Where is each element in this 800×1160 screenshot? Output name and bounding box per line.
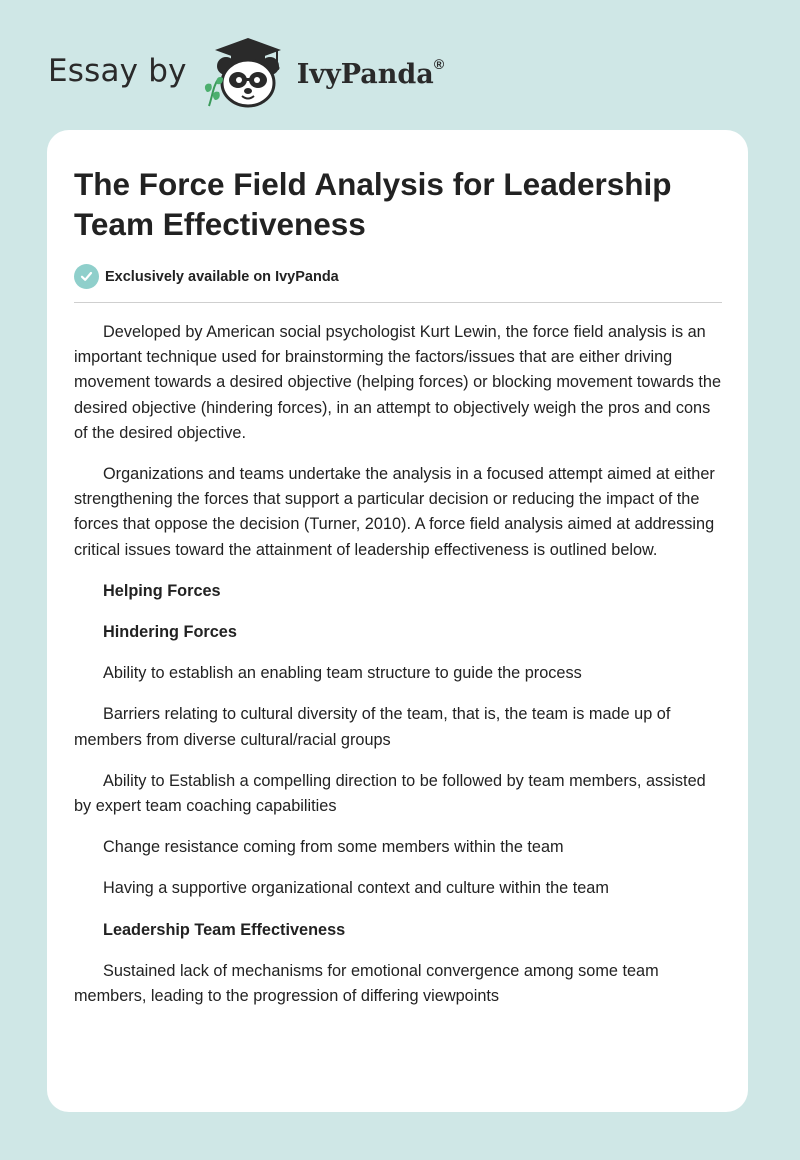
- paragraph-team-structure: Ability to establish an enabling team structure to guide the process: [103, 664, 582, 683]
- heading-helping-forces: Helping Forces: [103, 581, 221, 600]
- brand-prefix: Essay by: [48, 53, 187, 89]
- page-title: The Force Field Analysis for Leadership Team Effectiveness: [74, 166, 672, 242]
- title-divider: [74, 302, 722, 303]
- brand-header[interactable]: [48, 34, 444, 110]
- paragraph-supportive-context: Having a supportive organizational context and culture within the team: [103, 879, 609, 898]
- heading-leadership-effectiveness: Leadership Team Effectiveness: [103, 920, 346, 939]
- essay-card: [47, 130, 748, 1112]
- paragraph-emotional-convergence: Sustained lack of mechanisms for emotional convergence among some team members, leading to the progression of differing viewpoints: [74, 961, 659, 1006]
- paragraph-intro: Developed by American social psychologist Kurt Lewin, the force field analysis is an important technique used for brainstorming the factors/issues that are either driving movement towards a desired objective (helping forces) or blocking movement towards the desired objective (hindering forces), in an attempt to objectively weigh the pros and cons of the desired objective.: [74, 323, 722, 442]
- exclusive-badge: [74, 264, 339, 289]
- badge-text: Exclusively available on IvyPanda: [105, 268, 339, 285]
- paragraph-change-resistance: Change resistance coming from some members within the team: [103, 838, 564, 857]
- essay-body: [74, 320, 724, 1025]
- heading-hindering-forces: Hindering Forces: [103, 623, 237, 642]
- registered-mark: ®: [433, 55, 445, 72]
- paragraph-organizations: Organizations and teams undertake the analysis in a focused attempt aimed at either strengthening the forces that support a particular decision or reducing the impact of the forces that oppose the decision (Turner, 2010). A force field analysis aimed at addressing critical issues toward the attainment of leadership effectiveness is outlined below.: [74, 465, 715, 559]
- brand-name: IvyPanda®: [296, 55, 445, 90]
- check-circle-icon: [74, 264, 99, 289]
- panda-graduate-logo-icon: [201, 34, 297, 110]
- paragraph-cultural-barriers: Barriers relating to cultural diversity of the team, that is, the team is made up of members from diverse cultural/racial groups: [74, 705, 671, 749]
- paragraph-compelling-direction: Ability to Establish a compelling direction to be followed by team members, assisted by expert team coaching capabilities: [74, 771, 706, 816]
